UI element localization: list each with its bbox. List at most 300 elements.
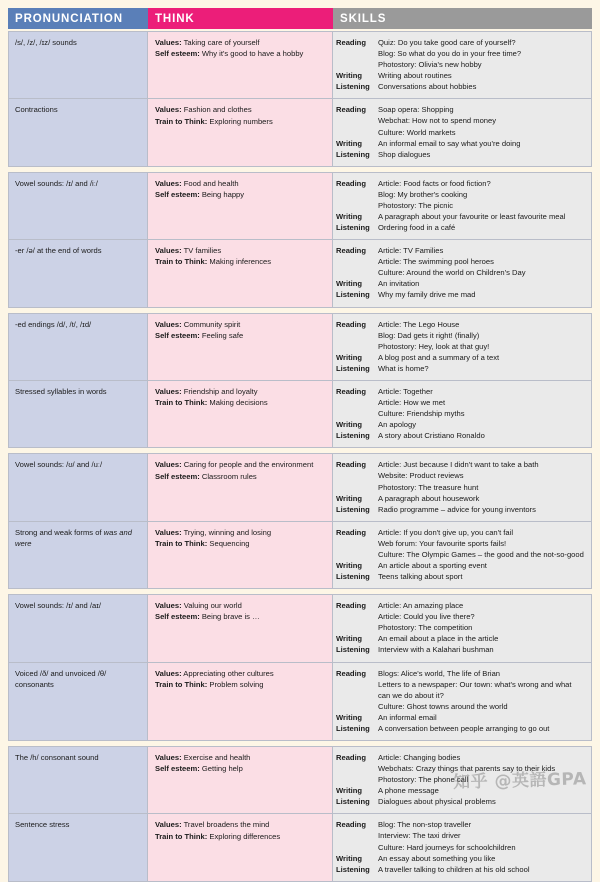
- think-line: [155, 538, 326, 549]
- skill-item: Blogs: Alice's world, The life of Brian: [378, 668, 501, 678]
- skill-item: Blog: Dad gets it right! (finally): [378, 330, 480, 340]
- skill-item: Quiz: Do you take good care of yourself?: [378, 38, 516, 47]
- skill-values: [378, 352, 586, 363]
- cell-skills: [333, 454, 592, 520]
- unit-group: [8, 313, 592, 449]
- skill-line: [333, 363, 586, 374]
- skill-label: Listening: [336, 645, 370, 655]
- column-header-pronunciation-label: PRONUNCIATION: [15, 12, 123, 25]
- skill-item: Letters to a newspaper: Our town: what's wrong and what can we do about it?: [378, 679, 572, 700]
- skill-line: [333, 644, 586, 655]
- skill-line: [333, 459, 586, 492]
- skill-item: Blog: The non-stop traveller: [378, 820, 472, 830]
- think-line: [155, 752, 326, 763]
- think-line-text: Being happy: [199, 190, 245, 200]
- column-header-think: [148, 8, 333, 29]
- skill-label: Reading: [336, 752, 366, 762]
- skill-values: [378, 819, 586, 852]
- skill-values: [378, 81, 586, 92]
- skill-label: Listening: [336, 431, 370, 441]
- skill-item: A phone message: [378, 786, 439, 796]
- skill-item: Culture: Friendship myths: [378, 409, 465, 419]
- unit-group: [8, 172, 592, 308]
- cell-skills: [333, 99, 592, 165]
- cell-think: [148, 32, 333, 98]
- skill-item: Culture: World markets: [378, 127, 456, 137]
- skill-values: [378, 386, 586, 419]
- cell-skills: [333, 747, 592, 813]
- skill-values: [378, 211, 586, 222]
- think-line-text: Friendship and loyalty: [181, 386, 258, 396]
- skill-values: [378, 37, 586, 70]
- table-row: [8, 746, 592, 814]
- skill-values: [378, 752, 586, 785]
- skill-values: [378, 430, 586, 441]
- think-line-label: Values:: [155, 752, 182, 762]
- think-line-label: Values:: [155, 386, 182, 396]
- table-header-row: [8, 8, 592, 29]
- skill-line: [333, 386, 586, 419]
- skill-item: A conversation between people arranging to go out: [378, 723, 550, 733]
- think-line-label: Train to Think:: [155, 679, 208, 689]
- cell-think: [148, 173, 333, 239]
- skill-line: [333, 712, 586, 723]
- skill-values: [378, 70, 586, 81]
- skill-line: [333, 796, 586, 807]
- think-line-text: Exploring numbers: [207, 116, 273, 126]
- skill-item: Ordering food in a café: [378, 223, 456, 233]
- skill-values: [378, 571, 586, 582]
- skill-item: Article: TV Families: [378, 246, 444, 256]
- skill-line: [333, 752, 586, 785]
- think-line: [155, 104, 326, 115]
- think-line: [155, 527, 326, 538]
- skill-values: [378, 644, 586, 655]
- unit-group: [8, 594, 592, 741]
- cell-skills: [333, 381, 592, 447]
- think-line-text: TV families: [181, 246, 222, 256]
- skill-values: [378, 560, 586, 571]
- skill-label: Writing: [336, 71, 363, 81]
- skill-item: Writing about routines: [378, 71, 452, 81]
- skill-values: [378, 138, 586, 149]
- think-line-label: Values:: [155, 527, 182, 537]
- table-row: [8, 31, 592, 99]
- skill-line: [333, 419, 586, 430]
- skill-item: Photostory: The competition: [378, 623, 473, 633]
- cell-skills: [333, 240, 592, 306]
- cell-think: [148, 747, 333, 813]
- cell-pronunciation: Vowel sounds: /ɪ/ and /aɪ/: [8, 595, 148, 661]
- skill-line: [333, 149, 586, 160]
- table-row: [8, 814, 592, 881]
- skill-label: Writing: [336, 493, 363, 503]
- skill-line: [333, 853, 586, 864]
- cell-pronunciation: Strong and weak forms of was and were: [8, 522, 148, 588]
- think-line: [155, 178, 326, 189]
- skill-line: [333, 289, 586, 300]
- think-line: [155, 763, 326, 774]
- think-line-text: Sequencing: [207, 538, 250, 548]
- skill-item: A paragraph about your favourite or least favourite meal: [378, 212, 566, 222]
- cell-skills: [333, 32, 592, 98]
- skill-line: [333, 222, 586, 233]
- unit-group: [8, 31, 592, 167]
- skill-label: Listening: [336, 149, 370, 159]
- think-line: [155, 37, 326, 48]
- think-line-text: Problem solving: [207, 679, 264, 689]
- skill-item: Article: If you don't give up, you can't fail: [378, 527, 514, 537]
- skill-item: Radio programme – advice for young inventors: [378, 504, 536, 514]
- skill-label: Writing: [336, 786, 363, 796]
- skill-line: [333, 319, 586, 352]
- skill-line: [333, 633, 586, 644]
- table-row: [8, 453, 592, 521]
- think-line-label: Train to Think:: [155, 538, 208, 548]
- skill-item: Article: Could you live there?: [378, 612, 475, 622]
- skill-values: [378, 633, 586, 644]
- skill-line: [333, 785, 586, 796]
- skill-line: [333, 70, 586, 81]
- skill-label: Listening: [336, 82, 370, 92]
- cell-skills: [333, 314, 592, 380]
- think-line-text: Fashion and clothes: [181, 105, 252, 115]
- skill-item: Photostory: The phone call: [378, 775, 469, 785]
- think-line: [155, 679, 326, 690]
- table-row: [8, 594, 592, 662]
- skill-label: Reading: [336, 386, 366, 396]
- skill-item: Culture: Ghost towns around the world: [378, 701, 508, 711]
- think-line: [155, 459, 326, 470]
- think-line: [155, 116, 326, 127]
- skill-label: Reading: [336, 460, 366, 470]
- table-row: [8, 381, 592, 448]
- skill-label: Listening: [336, 572, 370, 582]
- think-line-text: Appreciating other cultures: [181, 668, 274, 678]
- skill-label: Writing: [336, 138, 363, 148]
- skill-values: [378, 363, 586, 374]
- skill-line: [333, 493, 586, 504]
- think-line-label: Self esteem:: [155, 49, 200, 59]
- think-line-text: Classroom rules: [199, 471, 257, 481]
- think-line-label: Self esteem:: [155, 612, 200, 622]
- skill-item: Article: How we met: [378, 398, 446, 408]
- think-line: [155, 330, 326, 341]
- think-line-label: Train to Think:: [155, 257, 208, 267]
- skill-values: [378, 459, 586, 492]
- skill-item: Culture: Hard journeys for schoolchildren: [378, 842, 516, 852]
- skill-values: [378, 853, 586, 864]
- skill-item: Photostory: Olivia's new hobby: [378, 60, 482, 70]
- skill-values: [378, 278, 586, 289]
- skill-values: [378, 319, 586, 352]
- skill-line: [333, 504, 586, 515]
- cell-pronunciation: Stressed syllables in words: [8, 381, 148, 447]
- cell-pronunciation: Sentence stress: [8, 814, 148, 880]
- skill-label: Writing: [336, 634, 363, 644]
- skill-values: [378, 178, 586, 211]
- skill-line: [333, 104, 586, 137]
- skill-label: Reading: [336, 601, 366, 611]
- think-line-text: Making decisions: [207, 398, 268, 408]
- cell-think: [148, 99, 333, 165]
- skill-label: Reading: [336, 820, 366, 830]
- skill-item: An essay about something you like: [378, 853, 496, 863]
- skill-line: [333, 560, 586, 571]
- skill-item: An apology: [378, 420, 416, 430]
- skill-item: Article: Just because I didn't want to take a bath: [378, 460, 539, 470]
- think-line: [155, 819, 326, 830]
- table-row: [8, 522, 592, 589]
- skill-values: [378, 668, 586, 712]
- skill-item: A traveller talking to children at his old school: [378, 864, 530, 874]
- skill-line: [333, 352, 586, 363]
- skill-item: Soap opera: Shopping: [378, 105, 454, 115]
- unit-group: [8, 746, 592, 882]
- think-line-text: Taking care of yourself: [181, 38, 260, 47]
- skill-line: [333, 600, 586, 633]
- skill-values: [378, 600, 586, 633]
- skill-values: [378, 504, 586, 515]
- skill-item: Culture: The Olympic Games – the good and the not-so-good: [378, 549, 584, 559]
- skill-item: A blog post and a summary of a text: [378, 352, 500, 362]
- cell-think: [148, 663, 333, 740]
- skill-item: Photostory: The picnic: [378, 200, 453, 210]
- skill-label: Writing: [336, 279, 363, 289]
- cell-think: [148, 595, 333, 661]
- think-line-label: Train to Think:: [155, 116, 208, 126]
- table-body: [8, 31, 592, 882]
- think-line-label: Values:: [155, 820, 182, 830]
- cell-pronunciation: Vowel sounds: /ɪ/ and /iː/: [8, 173, 148, 239]
- cell-think: [148, 814, 333, 880]
- think-line: [155, 471, 326, 482]
- think-line-label: Values:: [155, 38, 182, 47]
- column-header-skills-label: SKILLS: [340, 12, 387, 25]
- skill-item: Article: Changing bodies: [378, 752, 461, 762]
- skill-values: [378, 493, 586, 504]
- skill-item: Photostory: The treasure hunt: [378, 482, 479, 492]
- column-header-skills: [333, 8, 592, 29]
- cell-pronunciation: /s/, /z/, /ɪz/ sounds: [8, 32, 148, 98]
- skill-item: Shop dialogues: [378, 149, 431, 159]
- cell-pronunciation: -ed endings /d/, /t/, /ɪd/: [8, 314, 148, 380]
- skill-line: [333, 723, 586, 734]
- skill-line: [333, 81, 586, 92]
- think-line: [155, 668, 326, 679]
- watermark: 知乎 @英語GPA: [452, 769, 587, 793]
- think-line: [155, 48, 326, 59]
- think-line: [155, 386, 326, 397]
- skill-label: Listening: [336, 504, 370, 514]
- think-line-text: Feeling safe: [199, 330, 244, 340]
- skill-item: Dialogues about physical problems: [378, 797, 496, 807]
- think-line: [155, 256, 326, 267]
- think-line-text: Exploring differences: [207, 831, 281, 841]
- skill-label: Listening: [336, 223, 370, 233]
- skill-values: [378, 527, 586, 560]
- cell-pronunciation: Voiced /ð/ and unvoiced /θ/ consonants: [8, 663, 148, 740]
- skill-values: [378, 149, 586, 160]
- skill-label: Reading: [336, 246, 366, 256]
- skill-line: [333, 278, 586, 289]
- think-line-label: Values:: [155, 178, 182, 188]
- skill-item: Article: The swimming pool heroes: [378, 257, 494, 267]
- skill-values: [378, 796, 586, 807]
- skill-line: [333, 37, 586, 70]
- think-line-text: Getting help: [199, 764, 243, 774]
- cell-think: [148, 314, 333, 380]
- skill-label: Writing: [336, 560, 363, 570]
- think-line: [155, 245, 326, 256]
- column-header-think-label: THINK: [155, 12, 195, 25]
- skill-values: [378, 419, 586, 430]
- cell-pronunciation: -er /ə/ at the end of words: [8, 240, 148, 306]
- think-line: [155, 397, 326, 408]
- cell-pronunciation: The /h/ consonant sound: [8, 747, 148, 813]
- cell-think: [148, 240, 333, 306]
- skill-item: An invitation: [378, 279, 420, 289]
- skill-item: Webchat: How not to spend money: [378, 116, 497, 126]
- skill-item: Blog: So what do you do in your free time?: [378, 49, 522, 59]
- skill-item: Photostory: Hey, look at that guy!: [378, 341, 490, 351]
- think-line-label: Self esteem:: [155, 190, 200, 200]
- skill-item: An informal email: [378, 712, 437, 722]
- think-line-text: Why it's good to have a hobby: [199, 49, 304, 59]
- skill-label: Reading: [336, 668, 366, 678]
- skill-line: [333, 864, 586, 875]
- skill-label: Listening: [336, 363, 370, 373]
- think-line-label: Self esteem:: [155, 330, 200, 340]
- think-line-text: Caring for people and the environment: [181, 460, 314, 470]
- skill-values: [378, 712, 586, 723]
- skill-item: An email about a place in the article: [378, 634, 499, 644]
- skill-item: Blog: My brother's cooking: [378, 189, 468, 199]
- skill-line: [333, 138, 586, 149]
- think-line: [155, 319, 326, 330]
- skill-values: [378, 864, 586, 875]
- table-row: [8, 313, 592, 381]
- skill-values: [378, 723, 586, 734]
- cell-pronunciation: Contractions: [8, 99, 148, 165]
- skill-label: Reading: [336, 38, 366, 47]
- skill-line: [333, 527, 586, 560]
- think-line-text: Food and health: [181, 178, 239, 188]
- skill-line: [333, 571, 586, 582]
- think-line-text: Being brave is …: [199, 612, 260, 622]
- skill-item: A paragraph about housework: [378, 493, 480, 503]
- skill-line: [333, 245, 586, 278]
- skill-line: [333, 668, 586, 712]
- skill-label: Listening: [336, 723, 370, 733]
- skill-item: Website: Product reviews: [378, 471, 464, 481]
- skill-label: Listening: [336, 864, 370, 874]
- skill-item: Article: Together: [378, 386, 433, 396]
- think-line-label: Values:: [155, 105, 182, 115]
- cell-skills: [333, 663, 592, 740]
- skill-label: Writing: [336, 352, 363, 362]
- skill-label: Listening: [336, 797, 370, 807]
- skill-values: [378, 289, 586, 300]
- unit-group: [8, 453, 592, 589]
- skill-item: Culture: Around the world on Children's Day: [378, 268, 526, 278]
- skill-values: [378, 104, 586, 137]
- skill-label: Writing: [336, 712, 363, 722]
- cell-skills: [333, 173, 592, 239]
- skill-label: Reading: [336, 105, 366, 115]
- cell-skills: [333, 814, 592, 880]
- cell-skills: [333, 595, 592, 661]
- skill-item: Conversations about hobbies: [378, 82, 477, 92]
- skill-line: [333, 819, 586, 852]
- skill-item: Article: The Lego House: [378, 319, 460, 329]
- skill-label: Reading: [336, 527, 366, 537]
- skill-item: Interview with a Kalahari bushman: [378, 645, 494, 655]
- table-row: [8, 99, 592, 166]
- skill-label: Writing: [336, 420, 363, 430]
- think-line-label: Train to Think:: [155, 831, 208, 841]
- skill-item: Teens talking about sport: [378, 572, 463, 582]
- skill-item: What is home?: [378, 363, 429, 373]
- table-row: [8, 240, 592, 307]
- think-line-label: Self esteem:: [155, 471, 200, 481]
- skill-item: An informal email to say what you're doing: [378, 138, 521, 148]
- think-line: [155, 600, 326, 611]
- think-line-text: Travel broadens the mind: [181, 820, 270, 830]
- think-line-text: Valuing our world: [181, 601, 242, 611]
- cell-skills: [333, 522, 592, 588]
- think-line-text: Trying, winning and losing: [181, 527, 272, 537]
- skill-label: Listening: [336, 290, 370, 300]
- think-line-text: Community spirit: [181, 319, 241, 329]
- skill-item: Webchats: Crazy things that parents say to their kids: [378, 764, 556, 774]
- skill-line: [333, 178, 586, 211]
- table-row: [8, 663, 592, 741]
- think-line-label: Values:: [155, 601, 182, 611]
- think-line: [155, 611, 326, 622]
- skill-label: Reading: [336, 178, 366, 188]
- skill-values: [378, 245, 586, 278]
- think-line-label: Values:: [155, 460, 182, 470]
- think-line-label: Self esteem:: [155, 764, 200, 774]
- cell-pronunciation: Vowel sounds: /ʊ/ and /uː/: [8, 454, 148, 520]
- think-line: [155, 189, 326, 200]
- skill-item: Article: Food facts or food fiction?: [378, 178, 491, 188]
- skill-item: An article about a sporting event: [378, 560, 487, 570]
- skill-line: [333, 211, 586, 222]
- cell-think: [148, 522, 333, 588]
- skill-label: Writing: [336, 212, 363, 222]
- skill-line: [333, 430, 586, 441]
- skill-values: [378, 785, 586, 796]
- skill-item: A story about Cristiano Ronaldo: [378, 431, 485, 441]
- column-header-pronunciation: [8, 8, 148, 29]
- think-line: [155, 831, 326, 842]
- skill-item: Interview: The taxi driver: [378, 831, 461, 841]
- table-row: [8, 172, 592, 240]
- skill-item: Article: An amazing place: [378, 601, 464, 611]
- think-line-label: Values:: [155, 319, 182, 329]
- skill-item: Why my family drive me mad: [378, 290, 476, 300]
- skill-label: Reading: [336, 319, 366, 329]
- skill-label: Writing: [336, 853, 363, 863]
- think-line-label: Values:: [155, 246, 182, 256]
- cell-think: [148, 454, 333, 520]
- skill-item: Web forum: Your favourite sports fails!: [378, 538, 507, 548]
- cell-think: [148, 381, 333, 447]
- think-line-label: Train to Think:: [155, 398, 208, 408]
- think-line-text: Making inferences: [207, 257, 272, 267]
